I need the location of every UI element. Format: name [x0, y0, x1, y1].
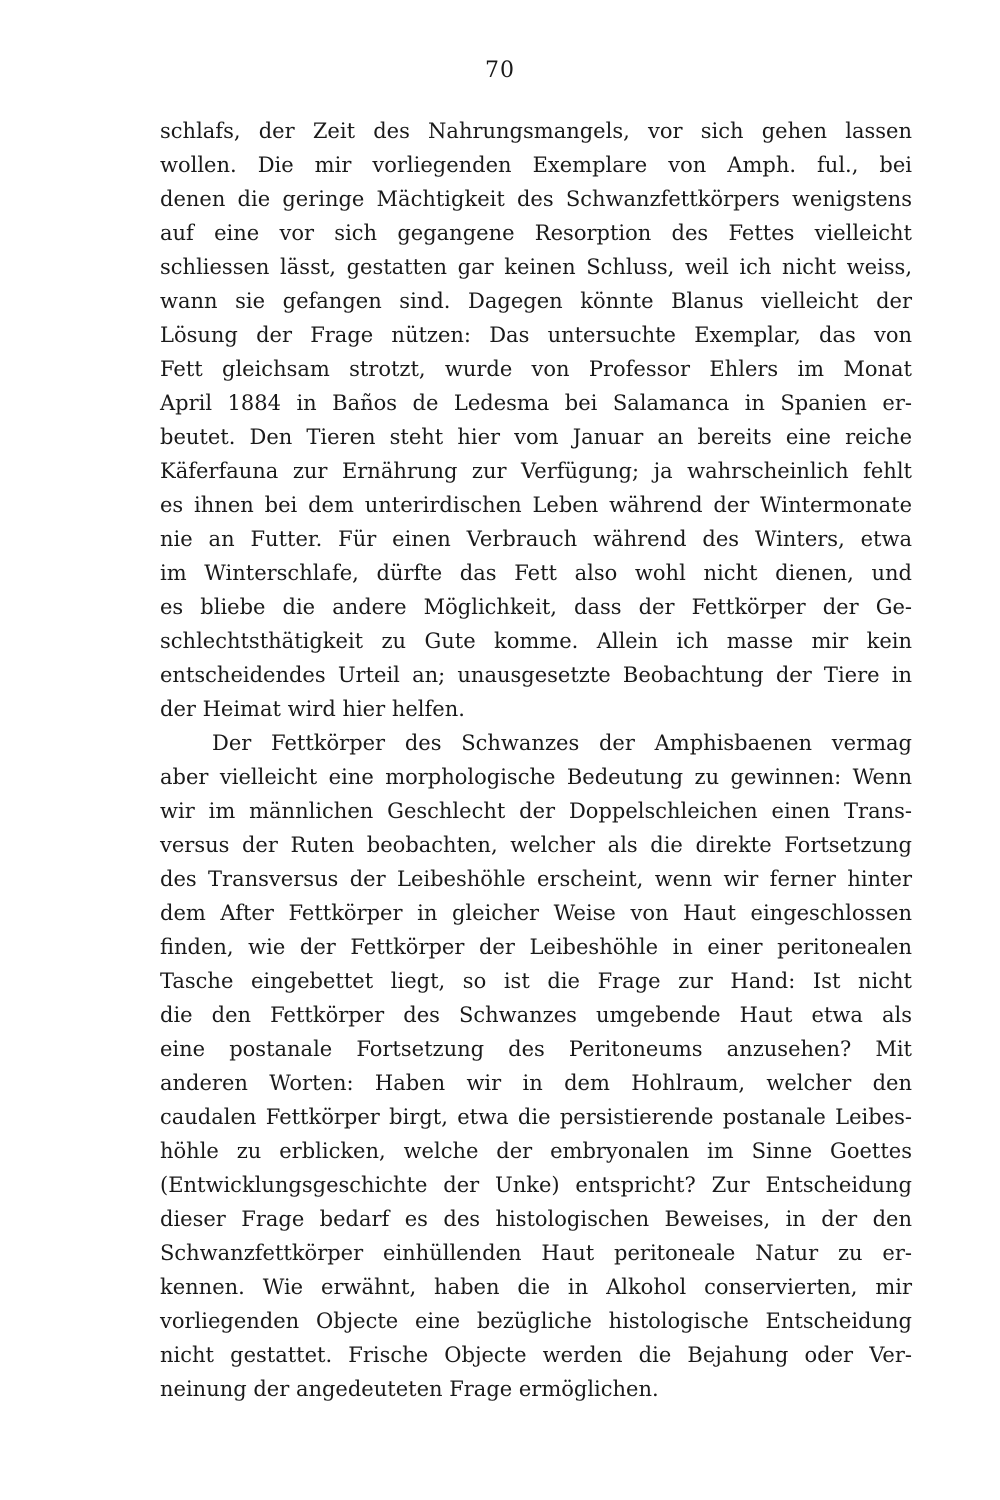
- text-line: des Transversus der Leibeshöhle erscheint, wenn wir ferner hinter: [160, 867, 912, 891]
- text-line: aber vielleicht eine morphologische Bedeutung zu gewinnen: Wenn: [160, 765, 912, 789]
- text-line: beutet. Den Tieren steht hier vom Januar an bereits eine reiche: [160, 425, 912, 449]
- text-line: neinung der angedeuteten Frage ermöglichen.: [160, 1377, 659, 1401]
- text-line: schlechtsthätigkeit zu Gute komme. Allein ich masse mir kein: [160, 629, 912, 653]
- text-line: entscheidendes Urteil an; unausgesetzte Beobachtung der Tiere in: [160, 663, 912, 687]
- text-line: wollen. Die mir vorliegenden Exemplare von Amph. ful., bei: [160, 153, 912, 177]
- text-line: schliessen lässt, gestatten gar keinen Schluss, weil ich nicht weiss,: [160, 255, 912, 279]
- text-line: dem After Fettkörper in gleicher Weise von Haut eingeschlossen: [160, 901, 912, 925]
- text-line: (Entwicklungsgeschichte der Unke) entspricht? Zur Entscheidung: [160, 1173, 912, 1197]
- text-line: denen die geringe Mächtigkeit des Schwanzfettkörpers wenigstens: [160, 187, 912, 211]
- text-line: höhle zu erblicken, welche der embryonalen im Sinne Goettes: [160, 1139, 912, 1163]
- text-line: Tasche eingebettet liegt, so ist die Frage zur Hand: Ist nicht: [160, 969, 912, 993]
- text-line: schlafs, der Zeit des Nahrungsmangels, vor sich gehen lassen: [160, 119, 912, 143]
- text-line: es ihnen bei dem unterirdischen Leben während der Wintermonate: [160, 493, 912, 517]
- text-line: im Winterschlafe, dürfte das Fett also wohl nicht dienen, und: [160, 561, 912, 585]
- text-line: Der Fettkörper des Schwanzes der Amphisbaenen vermag: [212, 731, 912, 755]
- text-line: wir im männlichen Geschlecht der Doppelschleichen einen Trans-: [160, 799, 912, 823]
- text-line: dieser Frage bedarf es des histologischen Beweises, in der den: [160, 1207, 912, 1231]
- text-line: auf eine vor sich gegangene Resorption des Fettes vielleicht: [160, 221, 912, 245]
- text-line: versus der Ruten beobachten, welcher als die direkte Fortsetzung: [160, 833, 912, 857]
- text-line: Käferfauna zur Ernährung zur Verfügung; ja wahrscheinlich fehlt: [160, 459, 912, 483]
- text-line: Lösung der Frage nützen: Das untersuchte Exemplar, das von: [160, 323, 912, 347]
- text-line: nicht gestattet. Frische Objecte werden die Bejahung oder Ver-: [160, 1343, 912, 1367]
- text-line: wann sie gefangen sind. Dagegen könnte Blanus vielleicht der: [160, 289, 912, 313]
- text-line: April 1884 in Baños de Ledesma bei Salamanca in Spanien er-: [160, 391, 912, 415]
- text-line: finden, wie der Fettkörper der Leibeshöhle in einer peritonealen: [160, 935, 912, 959]
- text-line: es bliebe die andere Möglichkeit, dass der Fettkörper der Ge-: [160, 595, 912, 619]
- text-line: der Heimat wird hier helfen.: [160, 697, 465, 721]
- text-line: Schwanzfettkörper einhüllenden Haut peritoneale Natur zu er-: [160, 1241, 912, 1265]
- text-line: caudalen Fettkörper birgt, etwa die persistierende postanale Leibes-: [160, 1105, 912, 1129]
- text-line: vorliegenden Objecte eine bezügliche histologische Entscheidung: [160, 1309, 912, 1333]
- page-number: 70: [485, 58, 515, 83]
- text-line: Fett gleichsam strotzt, wurde von Professor Ehlers im Monat: [160, 357, 912, 381]
- paragraph-1: [160, 114, 912, 726]
- text-line: eine postanale Fortsetzung des Peritoneums anzusehen? Mit: [160, 1037, 912, 1061]
- text-line: die den Fettkörper des Schwanzes umgebende Haut etwa als: [160, 1003, 912, 1027]
- text-line: nie an Futter. Für einen Verbrauch während des Winters, etwa: [160, 527, 912, 551]
- text-line: kennen. Wie erwähnt, haben die in Alkohol conservierten, mir: [160, 1275, 912, 1299]
- text-line: anderen Worten: Haben wir in dem Hohlraum, welcher den: [160, 1071, 912, 1095]
- paragraph-2: [160, 726, 912, 1406]
